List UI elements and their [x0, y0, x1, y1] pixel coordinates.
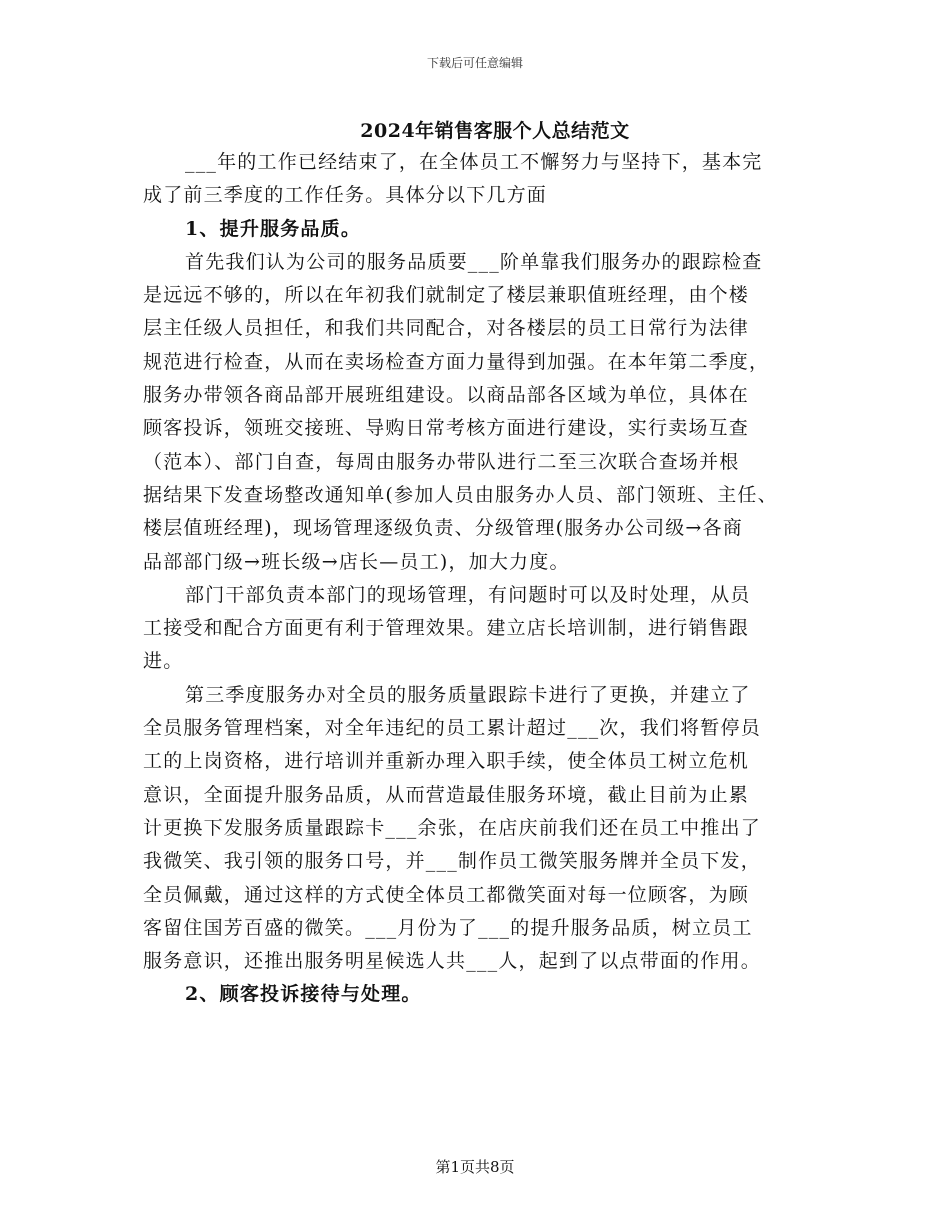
body-line: 意识，全面提升服务品质，从而营造最佳服务环境，截止目前为止累 — [143, 783, 750, 806]
document-title: 2024年销售客服个人总结范文 — [360, 120, 630, 142]
body-line: 全员服务管理档案，对全年违纪的员工累计超过___次，我们将暂停员 — [143, 717, 761, 740]
body-line: 首先我们认为公司的服务品质要___阶单靠我们服务办的跟踪检查 — [185, 250, 763, 273]
body-line: 我微笑、我引领的服务口号，并___制作员工微笑服务牌并全员下发， — [143, 850, 761, 873]
body-line: 计更换下发服务质量跟踪卡___余张，在店庆前我们还在员工中推出了 — [143, 816, 761, 839]
body-line: 部门干部负责本部门的现场管理，有问题时可以及时处理，从员 — [185, 583, 751, 606]
section-heading: 2、顾客投诉接待与处理。 — [185, 983, 422, 1006]
body-line: 顾客投诉，领班交接班、导购日常考核方面进行建设，实行卖场互查 — [143, 417, 750, 440]
body-line: 全员佩戴，通过这样的方式使全体员工都微笑面对每一位顾客，为顾 — [143, 883, 750, 906]
body-line: 工的上岗资格，进行培训并重新办理入职手续，使全体员工树立危机 — [143, 750, 750, 773]
body-line: 据结果下发查场整改通知单(参加人员由服务办人员、部门领班、主任、 — [143, 483, 778, 506]
section-heading: 1、提升服务品质。 — [185, 217, 362, 240]
body-line: 服务办带领各商品部开展班组建设。以商品部各区域为单位，具体在 — [143, 384, 750, 407]
body-line: 是远远不够的，所以在年初我们就制定了楼层兼职值班经理，由个楼 — [143, 284, 750, 307]
document-body — [143, 146, 823, 1012]
body-line: 成了前三季度的工作任务。具体分以下几方面 — [143, 184, 548, 207]
body-line: 客留住国芳百盛的微笑。___月份为了___的提升服务品质，树立员工 — [143, 916, 753, 939]
body-line: 楼层值班经理)，现场管理逐级负责、分级管理(服务办公司级→各商 — [143, 517, 743, 540]
body-line: 层主任级人员担任，和我们共同配合，对各楼层的员工日常行为法律 — [143, 317, 750, 340]
body-line: 进。 — [143, 650, 184, 673]
body-line: （范本）、部门自查，每周由服务办带队进行二至三次联合查场并根 — [143, 450, 740, 473]
body-line: ___年的工作已经结束了，在全体员工不懈努力与坚持下，基本完 — [185, 151, 763, 173]
page-footer: 第1页共8页 — [435, 1158, 515, 1176]
body-line: 品部部门级→班长级→店长—员工)，加大力度。 — [143, 550, 570, 573]
body-line: 服务意识，还推出服务明星候选人共___人，起到了以点带面的作用。 — [143, 950, 761, 973]
body-line: 第三季度服务办对全员的服务质量跟踪卡进行了更换，并建立了 — [185, 683, 751, 706]
body-line: 规范进行检查，从而在卖场检查方面力量得到加强。在本年第二季度， — [143, 350, 770, 373]
body-line: 工接受和配合方面更有利于管理效果。建立店长培训制，进行销售跟 — [143, 617, 750, 640]
page-header: 下载后可任意编辑 — [426, 56, 523, 70]
